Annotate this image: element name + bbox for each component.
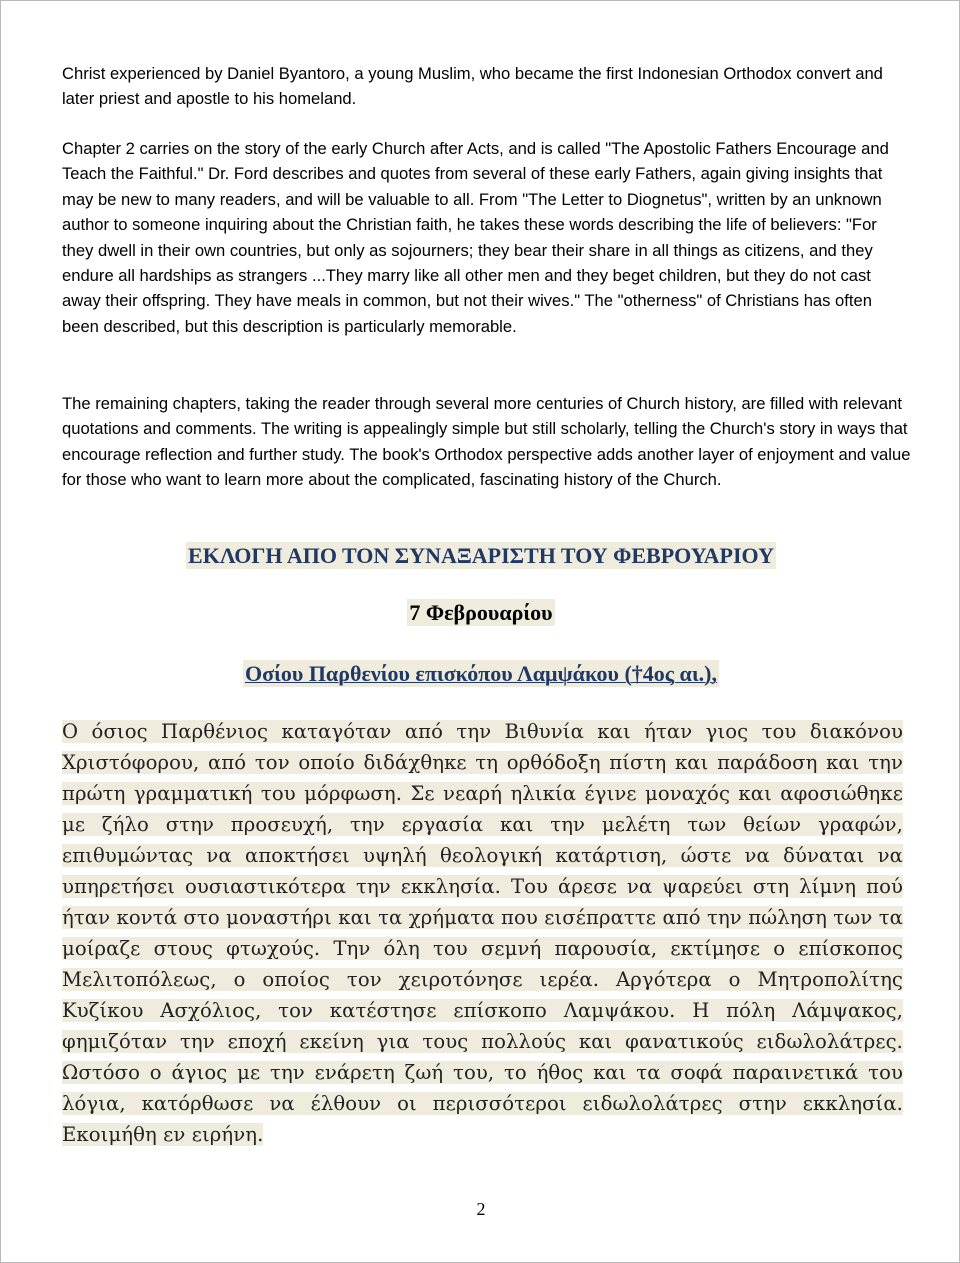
- paragraph-chapter-2: Chapter 2 carries on the story of the early Church after Acts, and is called "The Apostolic Fathers Encourage and Teach the Faithful." Dr. Ford describes and quotes from several of these early Fathers, again giving insights that may be new to many readers, and will be valuable to all. From "The Letter to Diognetus", written by an unknown author to someone inquiring about the Christian faith, he takes these words describing the life of believers: "For they dwell in their own countries, but only as sojourners; they bear their share in all things as citizens, and they endure all hardships as strangers ...They marry like all other men and they beget children, but they do not cast away their offspring. They have meals in common, but not their wives." The "otherness" of Christians has often been described, but this description is particularly memorable.: [62, 139, 889, 336]
- saint-title: [1, 659, 960, 689]
- paragraph-remaining-chapters: The remaining chapters, taking the reader through several more centuries of Church history, are filled with relevant quotations and comments. The writing is appealingly simple but still scholarly, telling the Church's story in ways that encourage reflection and further study. The book's Orthodox perspective adds another layer of enjoyment and value for those who want to learn more about the complicated, fascinating history of the Church.: [62, 394, 911, 490]
- saint-biography-text: Ο όσιος Παρθένιος καταγόταν από την Βιθυνία και ήταν γιος του διακόνου Χριστόφορου, από τον οποίο διδάχθηκε τη ορθόδοξη πίστη και παράδοση και την πρώτη γραμματική του μόρφωση. Σε νεαρή ηλικία έγινε μοναχός και αφοσιώθηκε με ζήλο στην προσευχή, την εργασία και την μελέτη των θείων γραφών, επιθυμώντας να αποκτήσει υψηλή θεολογική κατάρτιση, ώστε να δύναται να υπηρετήσει ουσιαστικότερα την εκκλησία. Του άρεσε να ψαρεύει στη λίμνη πού ήταν κοντά στο μοναστήρι και τα χρήματα που εισέπραττε από την πώληση των τα μοίραζε στους φτωχούς. Την όλη του σεμνή παρουσία, εκτίμησε ο επίσκοπος Μελιτοπόλεως, ο οποίος τον χειροτόνησε ιερέα. Αργότερα ο Μητροπολίτης Κυζίκου Ασχόλιος, τον κατέστησε επίσκοπο Λαμψάκου. Η πόλη Λάμψακος, φημιζόταν την εποχή εκείνη για τους πολλούς και φανατικούς ειδωλολάτρες. Ωστόσο ο άγιος με την ενάρετη ζωή του, το ήθος και τα σοφά παραινετικά του λόγια, κατόρθωσε να έλθουν οι περισσότεροι ειδωλολάτρες στην εκκλησία. Εκοιμήθη εν ειρήνη.: [62, 720, 903, 1146]
- paragraph-intro-continuation: Christ experienced by Daniel Byantoro, a young Muslim, who became the first Indonesian Orthodox convert and later priest and apostle to his homeland.: [62, 64, 883, 109]
- page-number: 2: [476, 1199, 486, 1219]
- saint-biography: [62, 716, 903, 1150]
- synaxarion-heading-text: ΕΚΛΟΓΗ ΑΠΟ ΤΟΝ ΣΥΝΑΞΑΡΙΣΤΗ ΤΟΥ ΦΕΒΡΟΥΑΡΙΟΥ: [188, 543, 774, 568]
- feast-date-text: 7 Φεβρουαρίου: [409, 600, 553, 625]
- synaxarion-heading: [1, 541, 960, 571]
- saint-title-text: Οσίου Παρθενίου επισκόπου Λαμψάκου (†4ος αι.),: [245, 661, 717, 686]
- feast-date: [1, 598, 960, 628]
